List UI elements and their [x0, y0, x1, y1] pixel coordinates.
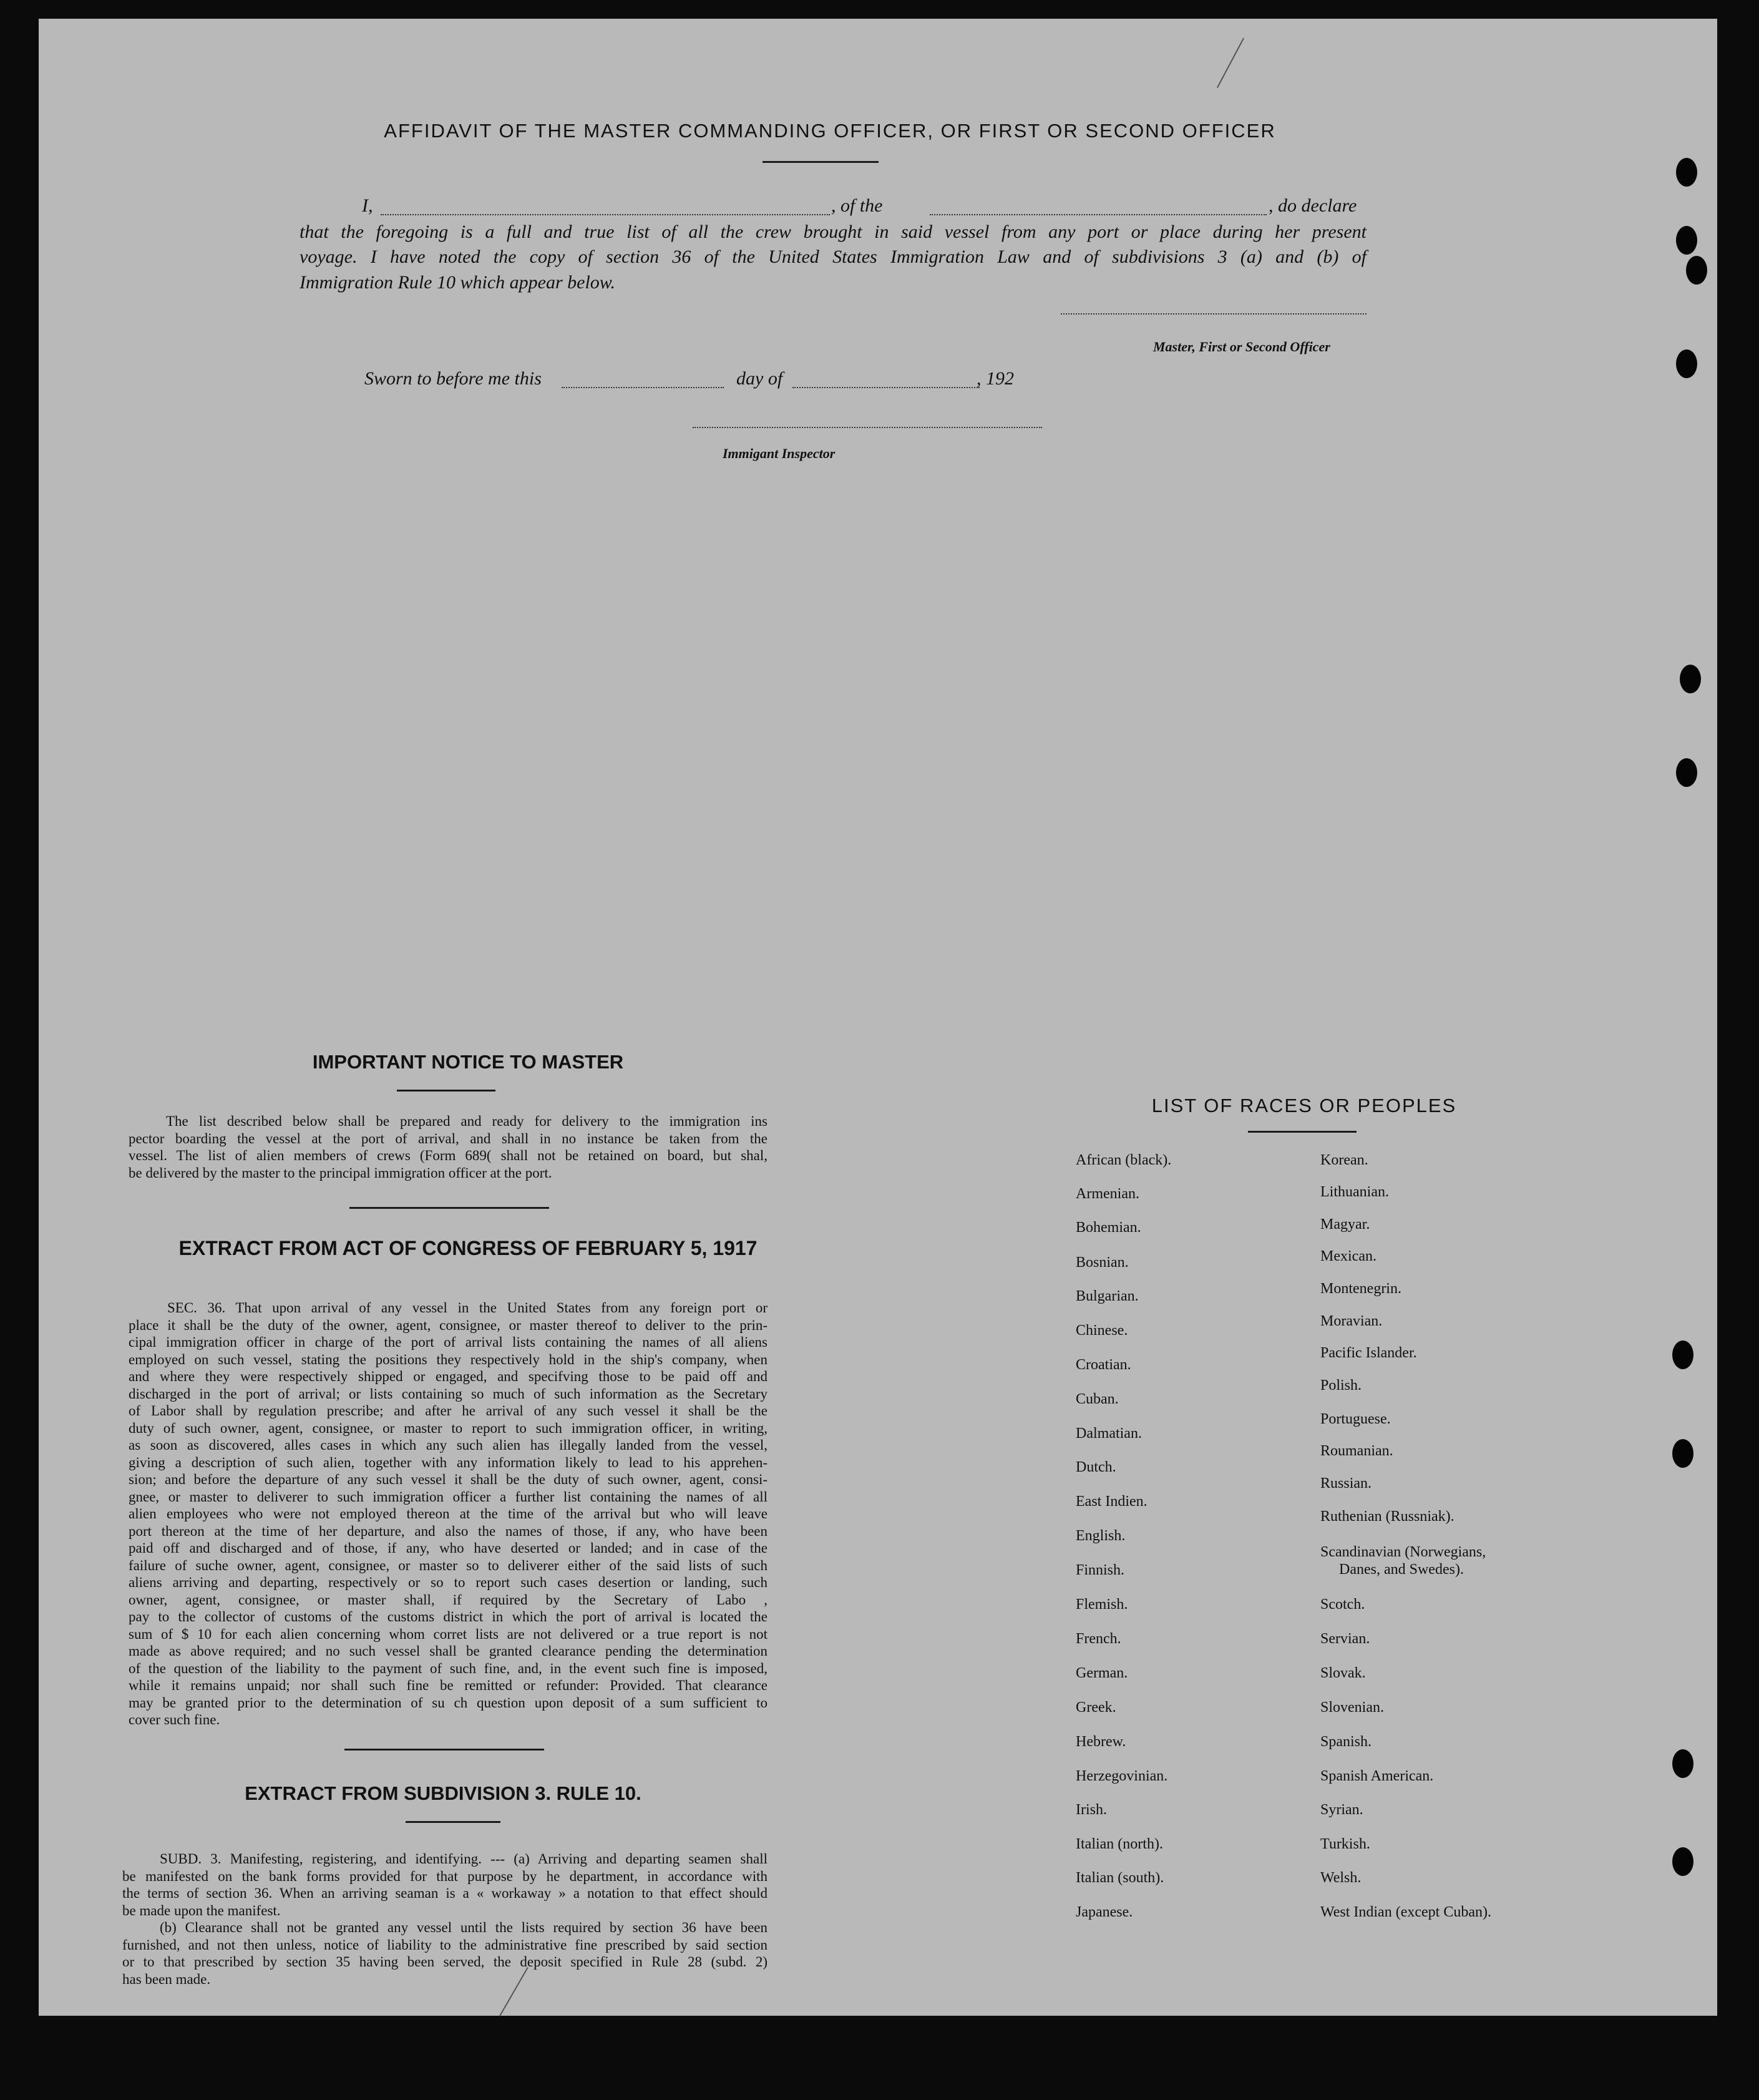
race-item: Armenian. [1076, 1186, 1139, 1202]
race-item: Flemish. [1076, 1596, 1128, 1613]
race-item: Mexican. [1320, 1248, 1377, 1264]
race-item: West Indian (except Cuban). [1320, 1904, 1491, 1920]
master-signature-line [1061, 313, 1367, 315]
section-divider [349, 1207, 549, 1209]
subdivision-line: be made upon the manifest. [122, 1902, 281, 1918]
races-underline [1248, 1131, 1357, 1133]
subdivision-line: or to that prescribed by section 35 having been served, the deposit specified in Rule 28 (subd. 2) [122, 1954, 767, 1970]
act-line: employed on such vessel, stating the positions they respectively hold in the ship's company, when [129, 1351, 767, 1367]
race-item: Moravian. [1320, 1313, 1383, 1329]
act-line: cover such fine. [129, 1712, 220, 1727]
notice-underline [397, 1090, 495, 1092]
act-line: of Labor shall by regulation prescribe; and after he arrival of any such vessel it shall be the [129, 1403, 767, 1419]
section-divider [344, 1749, 544, 1751]
act-line: may be granted prior to the determination of su ch question upon deposit of a sum sufficient to [129, 1694, 767, 1711]
race-item: Syrian. [1320, 1802, 1363, 1818]
subdivision-underline [406, 1821, 500, 1823]
race-item: Welsh. [1320, 1870, 1362, 1886]
race-item: Finnish. [1076, 1562, 1125, 1578]
race-item: Scotch. [1320, 1596, 1365, 1613]
race-item: Bosnian. [1076, 1254, 1129, 1271]
act-line: port thereon at the time of her departure, and also the names of those, if any, who have been [129, 1523, 767, 1539]
punch-hole [1672, 1341, 1693, 1369]
affidavit-line-1 [300, 195, 1367, 220]
act-line: gnee, or master to deliverer to such immigration officer a further list containing the names of all [129, 1488, 767, 1505]
act-line: pay to the collector of customs of the customs district in which the port of arrival is located the [129, 1609, 767, 1624]
act-line: of the question of the liability to the payment of such fine, and, in the event such fine is imposed, [129, 1660, 767, 1676]
act-text [129, 1299, 767, 1729]
notice-line: pector boarding the vessel at the port of arrival, and shall in no instance be taken from the [129, 1130, 767, 1146]
year-label: , 192 [977, 368, 1014, 389]
race-item: Servian. [1320, 1631, 1370, 1647]
race-item: Roumanian. [1320, 1443, 1393, 1459]
subdivision-line: has been made. [122, 1971, 211, 1987]
race-item: Portuguese. [1320, 1411, 1391, 1427]
act-line: and where they were respectively shipped or engaged, and specifving those to be paid off and [129, 1369, 767, 1384]
act-line: giving a description of such alien, together with any information likely to lead to his apprehen- [129, 1454, 767, 1470]
act-line: cipal immigration officer in charge of the port of arrival lists containing the names of all aliens [129, 1334, 767, 1350]
inspector-label: Immigant Inspector [723, 446, 836, 461]
subdivision-line: be manifested on the bank forms provided for that purpose by he department, in accordance with [122, 1868, 767, 1884]
punch-hole [1676, 349, 1697, 378]
punch-hole [1676, 158, 1697, 187]
race-item: Danes, and Swedes). [1339, 1561, 1464, 1578]
race-item: Dutch. [1076, 1459, 1116, 1475]
act-line: sion; and before the departure of any such vessel it shall be the duty of such owner, agent, consi- [129, 1472, 767, 1487]
title-underline [763, 161, 879, 163]
race-item: Japanese. [1076, 1904, 1133, 1920]
race-item: Slovak. [1320, 1665, 1366, 1681]
race-item: French. [1076, 1631, 1121, 1647]
race-item: Herzegovinian. [1076, 1768, 1168, 1784]
day-of-label: day of [736, 368, 783, 389]
punch-hole [1676, 226, 1697, 255]
race-item: Ruthenian (Russniak). [1320, 1508, 1454, 1525]
vessel-blank [930, 214, 1267, 215]
race-item: Pacific Islander. [1320, 1345, 1417, 1361]
affidavit-title: AFFIDAVIT OF THE MASTER COMMANDING OFFICER, OR FIRST OR SECOND OFFICER [384, 120, 1276, 142]
race-item: Spanish. [1320, 1734, 1372, 1750]
subdivision-title: EXTRACT FROM SUBDIVISION 3. RULE 10. [245, 1782, 641, 1804]
act-line: made as above required; and no such vessel shall be granted clearance pending the determination [129, 1643, 767, 1659]
day-blank [562, 387, 724, 388]
subdivision-line: furnished, and not then unless, notice of liability to the administrative fine prescribed by said section [122, 1936, 767, 1953]
race-item: Magyar. [1320, 1216, 1370, 1233]
race-item: Dalmatian. [1076, 1425, 1142, 1442]
subdivision-line: (b) Clearance shall not be granted any vessel until the lists required by section 36 have been [160, 1920, 767, 1935]
affidavit-line-3: voyage. I have noted the copy of section 36 of the United States Immigration Law and of subdivisions 3 (a) and (b) of [300, 247, 1367, 267]
act-line: owner, agent, consignee, or master shall, if required by the Secretary of Labo , [129, 1591, 767, 1608]
i-label: I, [362, 195, 373, 216]
act-line: sum of $ 10 for each alien concerning whom corret lists are not delivered or a true report is not [129, 1626, 767, 1642]
punch-hole [1676, 758, 1697, 787]
race-item: Lithuanian. [1320, 1184, 1389, 1200]
act-line: as soon as discovered, alles cases in which any such alien has illegally landed from the vessel, [129, 1437, 767, 1453]
race-item: Turkish. [1320, 1836, 1370, 1852]
punch-hole [1672, 1439, 1693, 1468]
punch-hole [1672, 1749, 1693, 1778]
affidavit-line-2: that the foregoing is a full and true list of all the crew brought in said vessel from any port or place during her present [300, 222, 1367, 242]
race-item: Bulgarian. [1076, 1288, 1139, 1304]
race-item: Cuban. [1076, 1391, 1119, 1407]
race-item: Slovenian. [1320, 1699, 1384, 1716]
race-item: East Indien. [1076, 1493, 1147, 1510]
race-item: Italian (south). [1076, 1870, 1164, 1886]
act-title: EXTRACT FROM ACT OF CONGRESS OF FEBRUARY 5, 1917 [178, 1237, 758, 1259]
race-item: Bohemian. [1076, 1219, 1141, 1236]
act-line: while it remains unpaid; nor shall such fine be remitted or refunder: Provided. That clearance [129, 1678, 767, 1693]
act-line: alien employees who were not employed thereon at the time of the arrival but who will leave [129, 1506, 767, 1521]
act-line: paid off and discharged and of those, if any, who have deserted or landed; and in case of the [129, 1540, 767, 1556]
race-item: Russian. [1320, 1475, 1372, 1492]
month-blank [792, 387, 980, 388]
race-item: Polish. [1320, 1377, 1362, 1394]
race-item: Greek. [1076, 1699, 1116, 1716]
race-item: Croatian. [1076, 1357, 1131, 1373]
notice-line: be delivered by the master to the principal immigration officer at the port. [129, 1165, 552, 1181]
act-line: duty of such owner, agent, consignee, or master to report to such immigration officer, in writing, [129, 1420, 767, 1436]
act-line: discharged in the port of arrival; or lists containing so much of such information as the Secretary [129, 1385, 767, 1402]
of-the-label: , of the [831, 195, 883, 216]
inspector-signature-line [693, 427, 1042, 428]
affidavit-line-4: Immigration Rule 10 which appear below. [300, 272, 616, 293]
race-item: Chinese. [1076, 1322, 1128, 1339]
sworn-line [362, 368, 1061, 393]
subdivision-line: SUBD. 3. Manifesting, registering, and identifying. --- (a) Arriving and departing seamen shall [160, 1851, 767, 1867]
race-item: Italian (north). [1076, 1836, 1163, 1852]
notice-line: vessel. The list of alien members of crews (Form 689( shall not be retained on board, but shal, [129, 1148, 767, 1163]
races-title: LIST OF RACES OR PEOPLES [1151, 1095, 1457, 1116]
notice-title: IMPORTANT NOTICE TO MASTER [312, 1051, 624, 1073]
race-item: Irish. [1076, 1802, 1107, 1818]
race-item: Hebrew. [1076, 1734, 1126, 1750]
punch-hole [1686, 256, 1707, 285]
subdivision-line: the terms of section 36. When an arriving seaman is a « workaway » a notation to that effect should [122, 1885, 767, 1901]
race-item: Montenegrin. [1320, 1281, 1401, 1297]
notice-text [129, 1113, 767, 1181]
act-line: failure of suche owner, agent, consignee, or master so to deliverer either of the said lists of such [129, 1557, 767, 1573]
subdivision-text [122, 1850, 767, 1988]
punch-hole [1672, 1847, 1693, 1876]
name-blank [381, 214, 830, 215]
race-item: Korean. [1320, 1152, 1368, 1168]
sworn-label: Sworn to before me this [364, 368, 542, 389]
do-declare-label: , do declare [1269, 195, 1357, 216]
notice-line: The list described below shall be prepared and ready for delivery to the immigration ins [166, 1113, 767, 1129]
race-item: German. [1076, 1665, 1128, 1681]
master-signature-label: Master, First or Second Officer [1153, 339, 1330, 354]
race-item: African (black). [1076, 1152, 1172, 1168]
act-line: place it shall be the duty of the owner, agent, consignee, or master thereof to deliver to the prin- [129, 1317, 767, 1333]
race-item: English. [1076, 1528, 1126, 1544]
race-item: Spanish American. [1320, 1768, 1434, 1784]
act-line: aliens arriving and departing, respectively or so to report such cases desertion or landing, such [129, 1575, 767, 1590]
punch-hole [1680, 665, 1701, 693]
race-item: Scandinavian (Norwegians, [1320, 1544, 1486, 1560]
act-line: SEC. 36. That upon arrival of any vessel in the United States from any foreign port or [167, 1300, 767, 1316]
